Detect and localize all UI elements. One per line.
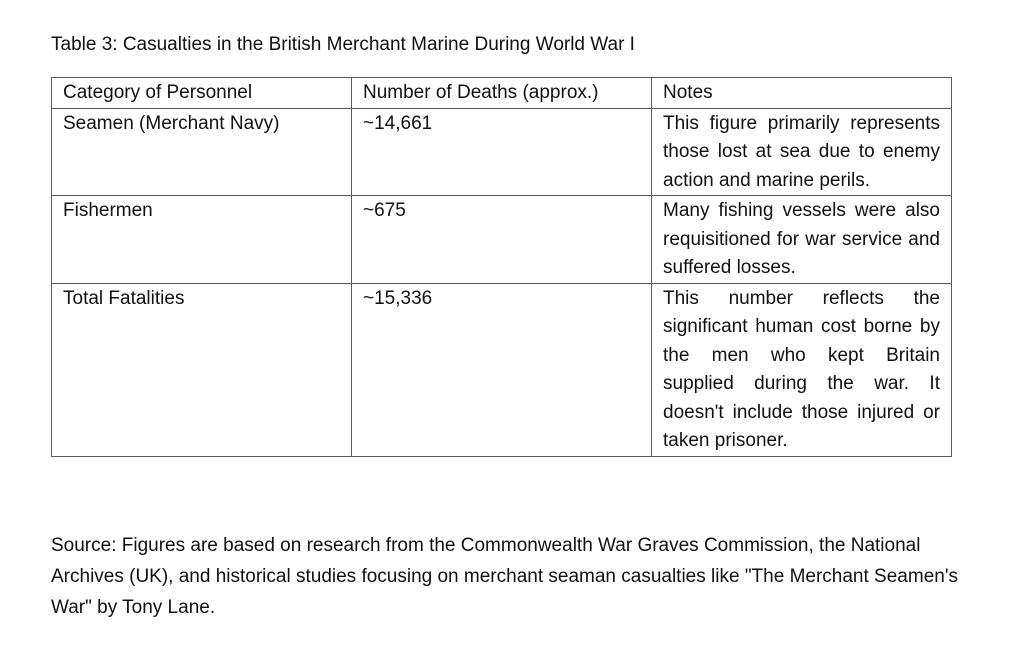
- header-category: Category of Personnel: [52, 78, 352, 109]
- table-row: [52, 283, 952, 456]
- cell-category: Fishermen: [52, 196, 352, 284]
- header-deaths: Number of Deaths (approx.): [352, 78, 652, 109]
- cell-deaths: ~15,336: [352, 283, 652, 456]
- casualties-table: [51, 77, 952, 457]
- cell-notes: Many fishing vessels were also requisitioned for war service and suffered losses.: [652, 196, 952, 284]
- cell-notes: This number reflects the significant human cost borne by the men who kept Britain supplied during the war. It doesn't include those injured or taken prisoner.: [652, 283, 952, 456]
- table-row: [52, 108, 952, 196]
- cell-deaths: ~675: [352, 196, 652, 284]
- cell-notes: This figure primarily represents those lost at sea due to enemy action and marine perils.: [652, 108, 952, 196]
- table-row: [52, 196, 952, 284]
- table-header-row: [52, 78, 952, 109]
- cell-deaths: ~14,661: [352, 108, 652, 196]
- table-caption: Table 3: Casualties in the British Merchant Marine During World War I: [51, 34, 635, 55]
- source-note: Source: Figures are based on research from the Commonwealth War Graves Commission, the National Archives (UK), and historical studies focusing on merchant seaman casualties like "The Merchant Seamen's War" by Tony Lane.: [51, 535, 958, 618]
- header-notes: Notes: [652, 78, 952, 109]
- cell-category: Total Fatalities: [52, 283, 352, 456]
- cell-category: Seamen (Merchant Navy): [52, 108, 352, 196]
